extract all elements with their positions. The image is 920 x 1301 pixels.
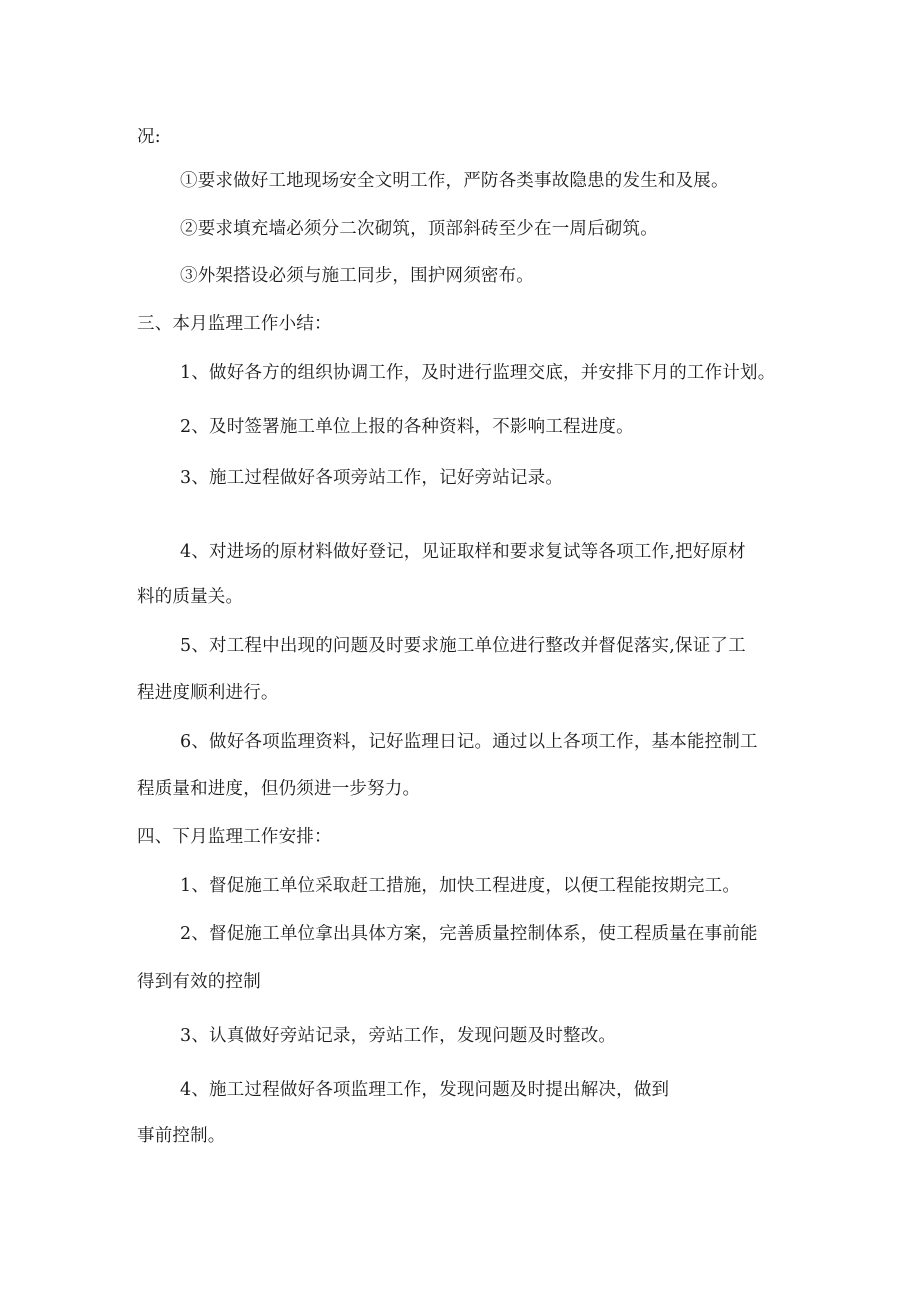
paragraph-line-item-2: ②要求填充墙必须分二次砌筑，顶部斜砖至少在一周后砌筑。: [180, 219, 658, 239]
paragraph-line-item-1: ①要求做好工地现场安全文明工作，严防各类事故隐患的发生和及展。: [180, 171, 729, 191]
summary-item-5-line-1: 5、对工程中出现的问题及时要求施工单位进行整改并督促落实,保证了工: [180, 636, 746, 656]
plan-item-2-line-1: 2、督促施工单位拿出具体方案，完善质量控制体系，使工程质量在事前能: [180, 924, 758, 944]
plan-item-3: 3、认真做好旁站记录，旁站工作，发现问题及时整改。: [180, 1026, 617, 1046]
summary-item-1: 1、做好各方的组织协调工作，及时进行监理交底，并安排下月的工作计划。: [180, 363, 776, 383]
section-heading-4: 四、下月监理工作安排：: [137, 827, 332, 847]
summary-item-6-line-1: 6、做好各项监理资料，记好监理日记。通过以上各项工作，基本能控制工: [180, 732, 758, 752]
plan-item-4-line-2: 事前控制。: [137, 1126, 226, 1146]
summary-item-4-line-2: 料的质量关。: [137, 587, 244, 607]
paragraph-line-item-3: ③外架搭设必须与施工同步，围护网须密布。: [180, 266, 534, 286]
plan-item-4-line-1: 4、施工过程做好各项监理工作，发现问题及时提出解决，做到: [180, 1080, 670, 1100]
section-heading-3: 三、本月监理工作小结：: [137, 314, 332, 334]
summary-item-6-line-2: 程质量和进度，但仍须进一步努力。: [137, 779, 421, 799]
summary-item-5-line-2: 程进度顺利进行。: [137, 683, 279, 703]
plan-item-2-line-2: 得到有效的控制: [137, 972, 261, 992]
summary-item-2: 2、及时签署施工单位上报的各种资料，不影响工程进度。: [180, 417, 634, 437]
summary-item-4-line-1: 4、对进场的原材料做好登记，见证取样和要求复试等各项工作,把好原材: [180, 542, 746, 562]
plan-item-1: 1、督促施工单位采取赶工措施，加快工程进度，以便工程能按期完工。: [180, 876, 741, 896]
paragraph-line-continuation: 况:: [137, 127, 161, 147]
summary-item-3: 3、施工过程做好各项旁站工作，记好旁站记录。: [180, 468, 564, 488]
